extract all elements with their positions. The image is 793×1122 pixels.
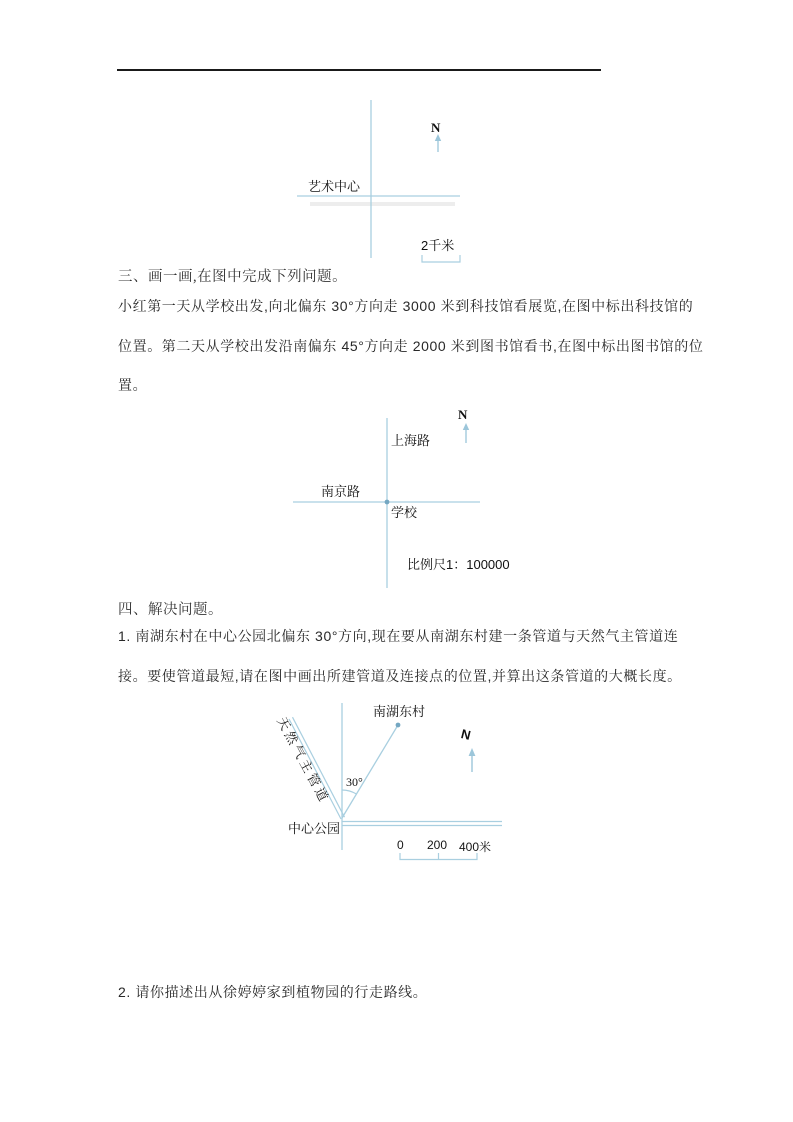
scale-zero-label: 0 bbox=[397, 838, 404, 852]
section3-line3: 置。 bbox=[118, 377, 148, 393]
angle-arc bbox=[342, 790, 356, 794]
nanjing-road-label: 南京路 bbox=[321, 484, 361, 499]
map-scale-label: 比例尺1：100000 bbox=[407, 557, 510, 572]
scale-400-label: 400米 bbox=[459, 840, 492, 854]
top-divider bbox=[117, 69, 601, 71]
school-label: 学校 bbox=[391, 505, 418, 520]
village-dot bbox=[396, 723, 401, 728]
scale-bracket bbox=[422, 255, 460, 262]
section3-line1: 小红第一天从学校出发,向北偏东 30°方向走 3000 米到科技馆看展览,在图中标出科技馆的 bbox=[118, 298, 694, 314]
q1-line1: 1. 南湖东村在中心公园北偏东 30°方向,现在要从南湖东村建一条管道与天然气主管道连 bbox=[118, 628, 679, 644]
north-label: N bbox=[459, 726, 473, 743]
park-label: 中心公园 bbox=[288, 821, 341, 836]
village-direction-line bbox=[342, 725, 398, 818]
school-dot bbox=[385, 500, 390, 505]
section3-heading: 三、画一画,在图中完成下列问题。 bbox=[118, 269, 348, 285]
art-center-label: 艺术中心 bbox=[308, 179, 361, 194]
north-arrow-icon bbox=[435, 134, 441, 152]
shanghai-road-label: 上海路 bbox=[391, 433, 431, 448]
north-arrow-icon bbox=[463, 423, 469, 443]
scan-smudge bbox=[310, 202, 455, 206]
q1-line2: 接。要使管道最短,请在图中画出所建管道及连接点的位置,并算出这条管道的大概长度。 bbox=[118, 668, 682, 684]
north-arrow-icon bbox=[469, 748, 476, 772]
section3-line2: 位置。第二天从学校出发沿南偏东 45°方向走 2000 米到图书馆看书,在图中标出图书馆的位 bbox=[118, 338, 704, 354]
scale-200-label: 200 bbox=[427, 838, 448, 852]
section4-heading: 四、解决问题。 bbox=[118, 602, 223, 618]
north-label: N bbox=[458, 407, 468, 422]
pipeline-label: 天然气主管道 bbox=[274, 714, 333, 807]
angle-label: 30° bbox=[346, 775, 363, 789]
village-label: 南湖东村 bbox=[373, 704, 426, 719]
north-label: N bbox=[431, 120, 441, 135]
question2-text: 2. 请你描述出从徐婷婷家到植物园的行走路线。 bbox=[118, 984, 428, 1000]
scale-label: 2千米 bbox=[421, 238, 455, 253]
